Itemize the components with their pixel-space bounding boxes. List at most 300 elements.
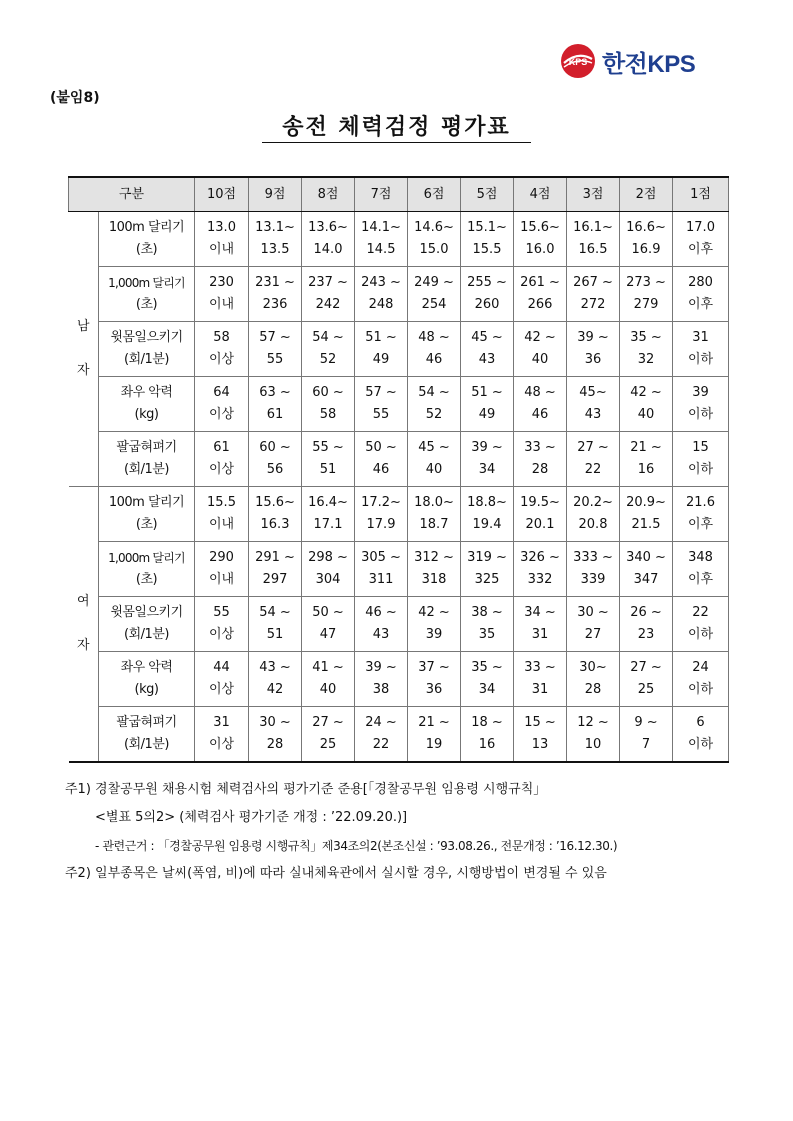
score-cell [673, 597, 729, 652]
score-cell [195, 377, 249, 432]
company-logo [560, 42, 695, 80]
score-range-start: 230 [209, 275, 234, 290]
table-row [69, 322, 729, 377]
event-name [99, 377, 195, 432]
score-range-start: 16.4~ [308, 495, 348, 510]
score-range-start: 33 ~ [524, 440, 556, 455]
score-cell [408, 542, 461, 597]
score-range-start: 38 ~ [471, 605, 503, 620]
score-range-end: 14.0 [313, 242, 343, 257]
score-range-end: 38 [372, 682, 390, 697]
score-cell [302, 432, 355, 487]
score-range-start: 24 [692, 660, 709, 675]
score-range-start: 57 ~ [365, 385, 397, 400]
score-range-start: 60 ~ [312, 385, 344, 400]
score-range-start: 45 ~ [418, 440, 450, 455]
score-range-end: 266 [527, 297, 553, 312]
score-range-start: 15.5 [207, 495, 236, 510]
score-range-start: 249 ~ [414, 275, 454, 290]
score-range-start: 48 ~ [418, 330, 450, 345]
score-cell [567, 707, 620, 762]
score-range-end: 40 [319, 682, 337, 697]
score-range-start: 243 ~ [361, 275, 401, 290]
score-range-start: 34 ~ [524, 605, 556, 620]
page-title: 송전 체력검정 평가표 [282, 115, 511, 140]
header-category: 구분 [69, 177, 195, 212]
score-cell [620, 432, 673, 487]
title-underline [262, 142, 531, 143]
score-cell [673, 707, 729, 762]
score-range-end: 이상 [208, 736, 235, 752]
score-cell [249, 322, 302, 377]
score-range-start: 61 [213, 440, 230, 455]
score-range-start: 63 ~ [259, 385, 291, 400]
score-range-start: 50 ~ [365, 440, 397, 455]
score-cell [408, 267, 461, 322]
event-name [99, 487, 195, 542]
score-cell [249, 597, 302, 652]
score-cell [355, 212, 408, 267]
score-range-end: 21.5 [631, 517, 661, 532]
score-range-start: 261 ~ [520, 275, 560, 290]
score-range-start: 16.6~ [626, 220, 666, 235]
score-range-start: 45 ~ [471, 330, 503, 345]
score-range-end: 이후 [687, 517, 714, 532]
score-cell [461, 542, 514, 597]
score-cell [567, 212, 620, 267]
score-range-start: 35 ~ [471, 660, 503, 675]
event-label: 100m 달리기 [108, 220, 185, 235]
score-range-end: 이상 [208, 407, 235, 422]
event-name [99, 542, 195, 597]
score-cell [302, 597, 355, 652]
score-range-start: 16.1~ [573, 220, 613, 235]
table-header-row [69, 177, 729, 212]
event-name [99, 432, 195, 487]
score-range-end: 55 [266, 352, 284, 367]
score-range-start: 21.6 [686, 495, 715, 510]
event-name [99, 597, 195, 652]
score-range-start: 18 ~ [471, 714, 503, 730]
score-range-end: 이하 [687, 462, 714, 477]
score-range-end: 이하 [687, 627, 714, 642]
score-range-start: 14.6~ [414, 220, 454, 235]
score-cell [461, 487, 514, 542]
score-range-end: 이상 [208, 462, 235, 477]
score-cell [302, 652, 355, 707]
event-unit: (회/1분) [124, 462, 169, 477]
score-cell [567, 487, 620, 542]
score-range-end: 242 [315, 297, 341, 312]
score-range-end: 34 [478, 682, 496, 697]
score-range-end: 279 [633, 297, 659, 312]
score-range-start: 54 ~ [312, 330, 344, 345]
score-cell [408, 322, 461, 377]
score-range-end: 46 [372, 462, 390, 477]
score-cell [514, 487, 567, 542]
header-score: 5점 [461, 177, 514, 212]
score-range-end: 332 [527, 572, 553, 587]
note-1: 주1) 경찰공무원 채용시험 체력검사의 평가기준 준용[「경찰공무원 임용령 시행규칙」 [65, 782, 547, 797]
score-range-end: 이후 [687, 572, 714, 587]
score-cell [673, 542, 729, 597]
score-range-start: 26 ~ [630, 605, 662, 620]
score-range-end: 46 [425, 352, 443, 367]
score-range-start: 55 ~ [312, 440, 344, 455]
score-cell [355, 597, 408, 652]
score-cell [514, 597, 567, 652]
score-cell [302, 487, 355, 542]
score-range-start: 54 ~ [259, 605, 291, 620]
score-cell [249, 542, 302, 597]
score-range-end: 36 [584, 352, 602, 367]
score-cell [461, 597, 514, 652]
score-range-end: 이내 [208, 242, 235, 257]
score-range-end: 16 [637, 462, 655, 477]
table-row [69, 542, 729, 597]
score-cell [620, 212, 673, 267]
score-cell [514, 212, 567, 267]
score-cell [195, 322, 249, 377]
score-cell [249, 377, 302, 432]
score-cell [249, 267, 302, 322]
score-range-end: 17.9 [366, 517, 396, 532]
score-cell [461, 432, 514, 487]
score-range-start: 43 ~ [259, 660, 291, 675]
score-range-end: 15.0 [419, 242, 449, 257]
score-range-end: 304 [315, 572, 341, 587]
score-range-end: 16.9 [631, 242, 661, 257]
score-range-start: 231 ~ [255, 275, 295, 290]
score-cell [195, 432, 249, 487]
score-range-start: 14.1~ [361, 220, 401, 235]
score-cell [302, 707, 355, 762]
score-range-start: 60 ~ [259, 440, 291, 455]
score-cell [673, 212, 729, 267]
score-range-start: 30 ~ [577, 605, 609, 620]
score-range-start: 55 [213, 605, 230, 620]
score-range-start: 22 [692, 605, 709, 620]
score-range-end: 40 [637, 407, 655, 422]
score-range-start: 348 [688, 550, 713, 565]
score-range-start: 290 [209, 550, 234, 565]
score-cell [302, 212, 355, 267]
event-label: 좌우 악력 [120, 660, 173, 675]
score-range-end: 이상 [208, 352, 235, 367]
score-range-start: 15.6~ [520, 220, 560, 235]
score-range-end: 16.0 [525, 242, 555, 257]
score-range-end: 이상 [208, 627, 235, 642]
score-range-start: 39 ~ [365, 660, 397, 675]
header-score: 1점 [673, 177, 729, 212]
event-name [99, 267, 195, 322]
score-range-start: 298 ~ [308, 550, 348, 565]
score-cell [620, 487, 673, 542]
score-range-start: 42 ~ [630, 385, 662, 400]
score-cell [620, 707, 673, 762]
score-range-start: 54 ~ [418, 385, 450, 400]
score-range-end: 42 [266, 682, 284, 697]
score-range-start: 51 ~ [365, 330, 397, 345]
score-range-end: 17.1 [313, 517, 343, 532]
score-cell [249, 212, 302, 267]
score-cell [673, 487, 729, 542]
event-unit: (회/1분) [124, 352, 169, 367]
score-range-end: 36 [425, 682, 443, 697]
score-cell [461, 707, 514, 762]
score-range-end: 40 [531, 352, 549, 367]
score-cell [355, 377, 408, 432]
score-range-end: 16.5 [578, 242, 608, 257]
header-score: 9점 [249, 177, 302, 212]
score-cell [408, 377, 461, 432]
event-name [99, 212, 195, 267]
score-range-end: 318 [421, 572, 447, 587]
score-range-end: 27 [584, 627, 602, 642]
score-range-start: 50 ~ [312, 605, 344, 620]
score-range-end: 25 [637, 682, 655, 697]
score-cell [249, 432, 302, 487]
score-range-end: 이하 [687, 352, 714, 367]
footnotes [65, 776, 765, 888]
score-range-start: 24 ~ [365, 714, 397, 730]
score-range-start: 255 ~ [467, 275, 507, 290]
score-range-end: 31 [531, 682, 549, 697]
score-range-end: 56 [266, 462, 284, 477]
score-cell [620, 597, 673, 652]
score-range-end: 15.5 [472, 242, 502, 257]
score-range-start: 9 ~ [634, 714, 658, 730]
score-cell [461, 377, 514, 432]
score-range-end: 28 [531, 462, 549, 477]
event-unit: (kg) [134, 682, 159, 697]
score-range-start: 44 [213, 660, 230, 675]
score-range-start: 58 [213, 330, 230, 345]
score-range-end: 55 [372, 407, 390, 422]
score-range-end: 51 [319, 462, 337, 477]
score-cell [195, 542, 249, 597]
score-cell [408, 487, 461, 542]
score-range-start: 21 ~ [630, 440, 662, 455]
score-cell [195, 652, 249, 707]
score-range-end: 7 [641, 736, 651, 752]
score-range-start: 27 ~ [630, 660, 662, 675]
score-range-end: 35 [478, 627, 496, 642]
header-score: 10점 [195, 177, 249, 212]
score-range-start: 27 ~ [577, 440, 609, 455]
score-cell [355, 652, 408, 707]
score-range-start: 30~ [579, 660, 607, 675]
score-range-end: 22 [584, 462, 602, 477]
event-label: 팔굽혀펴기 [116, 440, 177, 455]
score-cell [514, 542, 567, 597]
score-range-start: 41 ~ [312, 660, 344, 675]
score-cell [620, 267, 673, 322]
score-range-end: 이후 [687, 242, 714, 257]
score-range-end: 22 [372, 736, 390, 752]
gender-label: 여 자 [69, 487, 99, 762]
score-range-start: 267 ~ [573, 275, 613, 290]
score-range-start: 15.1~ [467, 220, 507, 235]
score-cell [514, 652, 567, 707]
score-range-start: 17.0 [686, 220, 715, 235]
score-range-start: 37 ~ [418, 660, 450, 675]
event-label: 100m 달리기 [108, 495, 185, 510]
score-cell [673, 322, 729, 377]
score-range-start: 20.2~ [573, 495, 613, 510]
score-cell [249, 487, 302, 542]
score-cell [302, 377, 355, 432]
evaluation-table [68, 176, 729, 763]
score-range-end: 49 [372, 352, 390, 367]
score-range-end: 58 [319, 407, 337, 422]
score-range-start: 42 ~ [418, 605, 450, 620]
score-range-end: 49 [478, 407, 496, 422]
score-cell [355, 432, 408, 487]
score-range-end: 13.5 [260, 242, 290, 257]
score-range-start: 45~ [579, 385, 607, 400]
score-range-start: 15 [692, 440, 709, 455]
score-range-end: 52 [425, 407, 443, 422]
score-range-start: 20.9~ [626, 495, 666, 510]
score-range-end: 46 [531, 407, 549, 422]
table-row [69, 377, 729, 432]
score-cell [408, 597, 461, 652]
score-range-start: 12 ~ [577, 714, 609, 730]
score-range-end: 236 [262, 297, 288, 312]
table-row [69, 487, 729, 542]
score-cell [355, 707, 408, 762]
score-range-end: 16.3 [260, 517, 290, 532]
score-range-end: 23 [637, 627, 655, 642]
score-cell [355, 542, 408, 597]
event-label: 윗몸일으키기 [110, 330, 183, 345]
score-range-start: 39 [692, 385, 709, 400]
score-cell [302, 267, 355, 322]
logo-emblem-icon [560, 43, 596, 79]
score-range-start: 33 ~ [524, 660, 556, 675]
score-range-end: 이상 [208, 682, 235, 697]
score-cell [195, 487, 249, 542]
score-cell [620, 322, 673, 377]
score-range-end: 19 [425, 736, 443, 752]
event-label: 1,000m 달리기 [108, 276, 185, 290]
score-cell [461, 212, 514, 267]
table-row [69, 432, 729, 487]
score-range-end: 43 [478, 352, 496, 367]
event-unit: (회/1분) [124, 627, 169, 642]
score-range-start: 48 ~ [524, 385, 556, 400]
logo-text: 한전KPS [602, 50, 696, 78]
event-name [99, 652, 195, 707]
score-cell [302, 322, 355, 377]
event-name [99, 707, 195, 762]
score-range-start: 15.6~ [255, 495, 295, 510]
score-range-start: 13.1~ [255, 220, 295, 235]
score-cell [620, 542, 673, 597]
header-score: 2점 [620, 177, 673, 212]
score-range-end: 28 [584, 682, 602, 697]
score-range-end: 16 [478, 736, 496, 752]
score-range-end: 이후 [687, 297, 714, 312]
score-cell [567, 652, 620, 707]
score-range-start: 237 ~ [308, 275, 348, 290]
score-range-start: 291 ~ [255, 550, 295, 565]
score-range-end: 10 [584, 736, 602, 752]
score-cell [249, 652, 302, 707]
score-cell [461, 652, 514, 707]
note-1-continued: <별표 5의2> (체력검사 평가기준 개정 : ’22.09.20.)] [95, 810, 408, 825]
table-row [69, 212, 729, 267]
score-range-end: 325 [474, 572, 500, 587]
table-row [69, 267, 729, 322]
score-cell [461, 322, 514, 377]
score-range-start: 319 ~ [467, 550, 507, 565]
score-range-end: 이내 [208, 297, 235, 312]
score-cell [673, 377, 729, 432]
score-cell [195, 212, 249, 267]
score-range-end: 260 [474, 297, 500, 312]
score-range-end: 272 [580, 297, 606, 312]
header-score: 7점 [355, 177, 408, 212]
score-cell [514, 377, 567, 432]
score-range-end: 20.8 [578, 517, 608, 532]
score-range-end: 39 [425, 627, 443, 642]
score-range-start: 13.0 [207, 220, 236, 235]
score-range-end: 19.4 [472, 517, 502, 532]
score-cell [514, 267, 567, 322]
table-row [69, 707, 729, 762]
score-cell [567, 377, 620, 432]
score-cell [567, 597, 620, 652]
score-range-start: 280 [688, 275, 713, 290]
score-range-end: 47 [319, 627, 337, 642]
header-score: 8점 [302, 177, 355, 212]
event-unit: (초) [135, 297, 158, 312]
score-range-end: 61 [266, 407, 284, 422]
note-2: 주2) 일부종목은 날씨(폭염, 비)에 따라 실내체육관에서 실시할 경우, 시행방법이 변경될 수 있음 [65, 866, 607, 881]
table-row [69, 652, 729, 707]
score-range-start: 19.5~ [520, 495, 560, 510]
score-range-start: 39 ~ [577, 330, 609, 345]
score-range-start: 27 ~ [312, 714, 344, 730]
score-cell [355, 267, 408, 322]
score-range-end: 311 [368, 572, 394, 587]
score-cell [514, 432, 567, 487]
header-score: 6점 [408, 177, 461, 212]
score-range-start: 51 ~ [471, 385, 503, 400]
score-range-start: 15 ~ [524, 714, 556, 730]
score-range-start: 13.6~ [308, 220, 348, 235]
event-unit: (초) [135, 572, 158, 587]
score-cell [195, 267, 249, 322]
score-cell [461, 267, 514, 322]
score-cell [408, 212, 461, 267]
score-cell [514, 707, 567, 762]
event-unit: (초) [135, 242, 158, 257]
score-range-end: 이내 [208, 517, 235, 532]
header-score: 3점 [567, 177, 620, 212]
score-range-start: 305 ~ [361, 550, 401, 565]
score-range-start: 18.0~ [414, 495, 454, 510]
score-range-start: 18.8~ [467, 495, 507, 510]
score-range-start: 31 [213, 714, 230, 730]
score-range-end: 14.5 [366, 242, 396, 257]
score-range-end: 28 [266, 736, 284, 752]
score-cell [514, 322, 567, 377]
attachment-label: (붙임8) [50, 90, 100, 106]
score-cell [567, 432, 620, 487]
